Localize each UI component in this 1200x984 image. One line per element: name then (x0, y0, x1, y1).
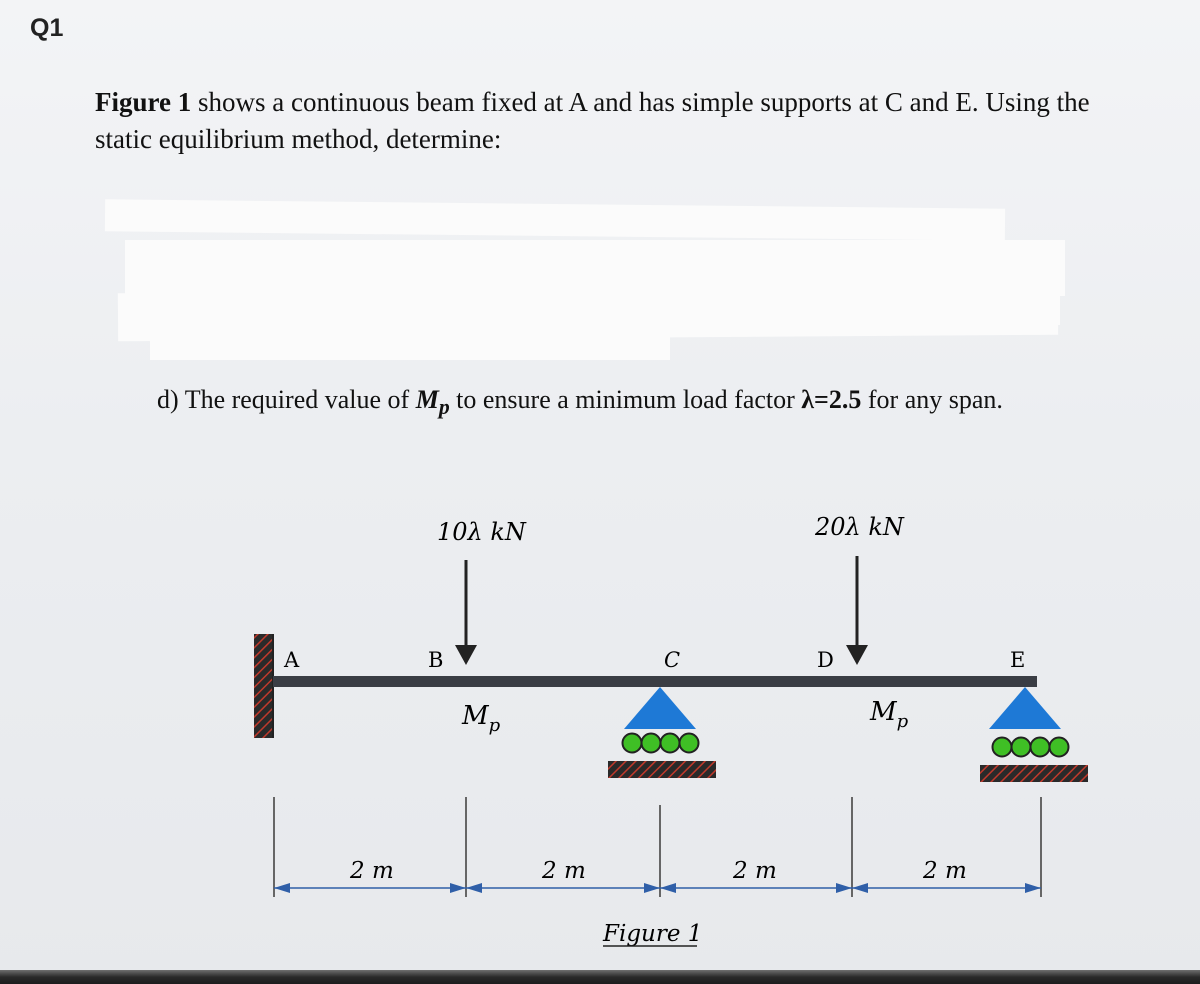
fixed-support-wall (254, 634, 272, 738)
mp-label-b: $M_p$ (462, 701, 501, 736)
point-label-d: D (817, 648, 834, 672)
beam (273, 676, 1037, 687)
roller-support-c (608, 687, 716, 778)
roller-wheel (1031, 738, 1050, 757)
point-label-a: A (284, 648, 300, 672)
roller-support-e (980, 687, 1088, 782)
span-label-ab: 2 m (350, 858, 394, 884)
roller-wheel (993, 738, 1012, 757)
load-label-b: 10λ kN (437, 518, 526, 546)
load-factor-value: λ=2.5 (801, 385, 862, 414)
figure-reference: Figure 1 (95, 87, 192, 117)
ground-hatch-e (980, 765, 1088, 782)
mp-label-d: $M_p$ (870, 697, 909, 732)
load-arrow-d-head (846, 645, 868, 665)
roller-wheel (680, 734, 699, 753)
mp-symbol: M (415, 385, 439, 414)
support-triangle-c (624, 687, 696, 729)
intro-line1: shows a continuous beam fixed at A and has simple supports at C and E. Using the (191, 87, 1090, 117)
load-arrow-b-head (455, 645, 477, 665)
roller-wheel (1050, 738, 1069, 757)
span-label-de: 2 m (923, 858, 967, 884)
roller-wheel (661, 734, 680, 753)
part-d-question: d) The required value of $M_p$ to ensure a minimum load factor λ=2.5 for any span. (157, 385, 1003, 420)
figure-caption: Figure 1 (603, 921, 703, 947)
roller-wheel (1012, 738, 1031, 757)
point-label-c: C (664, 648, 681, 672)
point-label-b: B (428, 648, 444, 672)
span-label-bc: 2 m (542, 858, 586, 884)
roller-wheel (642, 734, 661, 753)
support-triangle-e (989, 687, 1061, 729)
span-label-cd: 2 m (733, 858, 777, 884)
intro-line2: static equilibrium method, determine: (95, 124, 502, 154)
bottom-border (0, 970, 1200, 984)
question-label: Q1 (30, 14, 64, 42)
load-label-d: 20λ kN (815, 513, 904, 541)
ground-hatch-c (608, 761, 716, 778)
point-label-e: E (1010, 648, 1026, 672)
roller-wheel (623, 734, 642, 753)
